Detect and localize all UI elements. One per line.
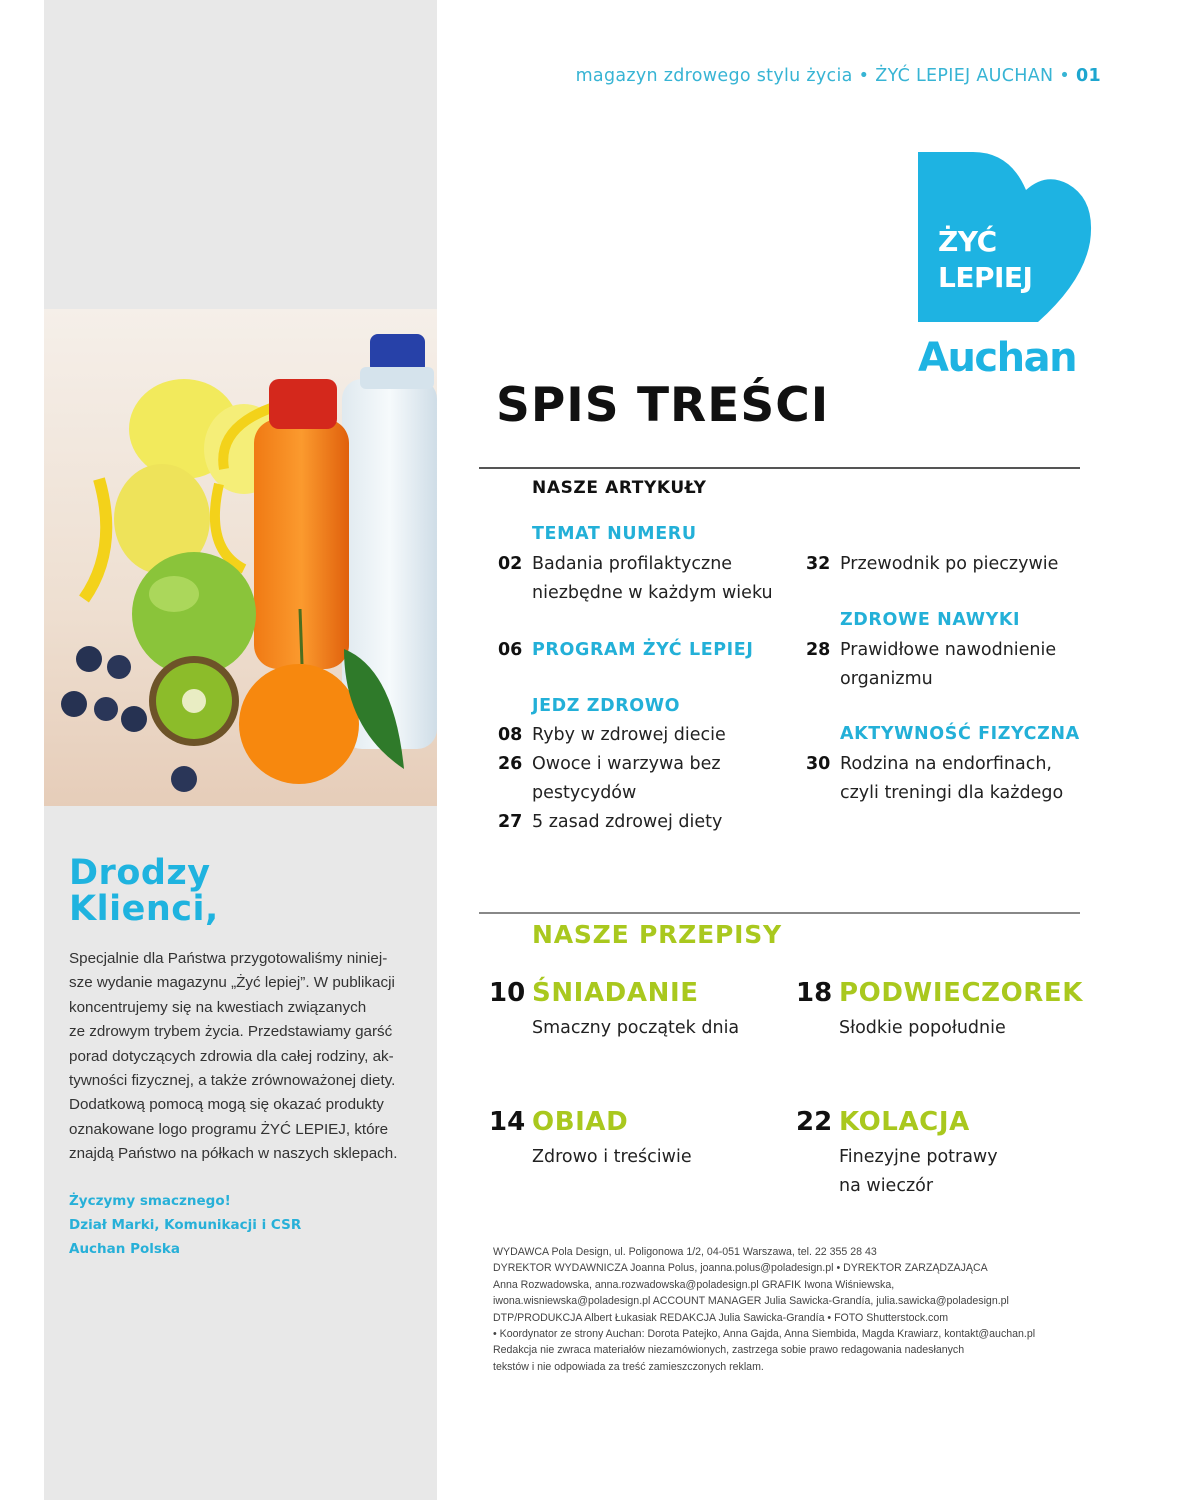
letter-body: Specjalnie dla Państwa przygotowaliśmy niniej- sze wydanie magazynu „Żyć lepiej”. W publikacji koncentrujemy się na kwestiach związanych ze zdrowym trybem życia. Przedstawiamy garść porad dotyczących zdrowia dla całej rodziny, ak- tywności fizycznej, a także zrównoważonej diety. Dodatkową pomocą mogą się okazać produkty oznakowane logo programu ŻYĆ LEPIEJ, które znajdą Państwo na półkach w naszych sklepach.	[69, 950, 398, 1163]
articles-heading: NASZE ARTYKUŁY	[532, 478, 707, 498]
photo-illustration	[44, 309, 437, 806]
entry-title: Badania profilaktyczne niezbędne w każdym wieku	[532, 554, 773, 603]
category-zdrowe-nawyki: ZDROWE NAWYKI	[840, 610, 1021, 630]
recipe-name: OBIAD	[532, 1107, 629, 1137]
recipe-name: PODWIECZOREK	[839, 978, 1084, 1008]
recipe-entry[interactable]	[796, 977, 1086, 1047]
toc-entry[interactable]	[806, 750, 1063, 808]
bullet-icon: •	[858, 66, 870, 86]
entry-title: PROGRAM ŻYĆ LEPIEJ	[532, 640, 754, 660]
recipe-page-number: 18	[796, 978, 833, 1008]
divider	[479, 912, 1080, 914]
entry-page-number: 06	[498, 640, 523, 660]
recipe-description: Zdrowo i treściwie	[532, 1147, 692, 1167]
category-temat-numeru: TEMAT NUMERU	[532, 524, 697, 544]
letter-title: Drodzy Klienci,	[69, 853, 219, 929]
page-title: SPIS TREŚCI	[496, 378, 830, 433]
toc-entry[interactable]	[806, 550, 1058, 579]
recipe-page-number: 10	[489, 978, 526, 1008]
entry-title: Owoce i warzywa bez pestycydów	[532, 754, 721, 803]
recipe-name: KOLACJA	[839, 1107, 970, 1137]
entry-page-number: 28	[806, 640, 831, 660]
header-brand: ŻYĆ LEPIEJ AUCHAN	[875, 66, 1054, 86]
toc-entry[interactable]	[498, 750, 721, 808]
zyc-lepiej-auchan-logo	[918, 152, 1093, 384]
entry-page-number: 30	[806, 754, 831, 774]
toc-entry[interactable]	[806, 636, 1056, 694]
entry-page-number: 08	[498, 725, 523, 745]
entry-title: Rodzina na endorfinach, czyli treningi dla każdego	[840, 754, 1064, 803]
logo-text: ŻYĆ LEPIEJ	[938, 225, 1033, 294]
editorial-letter	[69, 855, 419, 1262]
recipe-description: Finezyjne potrawy na wieczór	[839, 1147, 998, 1196]
divider	[479, 467, 1080, 469]
healthy-lifestyle-photo	[44, 309, 437, 806]
toc-entry[interactable]	[498, 721, 726, 750]
category-aktywnosc-fizyczna: AKTYWNOŚĆ FIZYCZNA	[840, 724, 1080, 744]
recipe-description: Słodkie popołudnie	[839, 1018, 1006, 1038]
toc-entry[interactable]	[498, 636, 753, 665]
imprint: WYDAWCA Pola Design, ul. Poligonowa 1/2, 04-051 Warszawa, tel. 22 355 28 43 DYREKTOR WYDAWNICZA Joanna Polus, joanna.polus@poladesign.pl • DYREKTOR ZARZĄDZAJĄCA Anna Rozwadowska, anna.rozwadowska@poladesign.pl GRAFIK Iwona Wiśniewska, iwona.wisniewska@poladesign.pl ACCOUNT MANAGER Julia Sawicka-Grandía, julia.sawicka@poladesign.pl DTP/PRODUKCJA Albert Łukasiak REDAKCJA Julia Sawicka-Grandía • FOTO Shutterstock.com • Koordynator ze strony Auchan: Dorota Patejko, Anna Gajda, Anna Siembida, Magda Krawiarz, kontakt@auchan.pl Redakcja nie zwraca materiałów niezamówionych, zastrzega sobie prawo redagowania nadesłanych tekstów i nie odpowiada za treść zamieszczonych reklam.	[493, 1246, 1036, 1373]
recipe-entry[interactable]	[489, 977, 779, 1047]
entry-page-number: 26	[498, 754, 523, 774]
category-jedz-zdrowo: JEDZ ZDROWO	[532, 696, 681, 716]
entry-page-number: 02	[498, 554, 523, 574]
entry-title: 5 zasad zdrowej diety	[532, 812, 723, 832]
recipe-entry[interactable]	[796, 1106, 1086, 1206]
entry-page-number: 32	[806, 554, 831, 574]
toc-entry[interactable]	[498, 808, 722, 837]
running-header	[576, 66, 1101, 86]
recipe-entry[interactable]	[489, 1106, 779, 1176]
entry-page-number: 27	[498, 812, 523, 832]
recipe-name: ŚNIADANIE	[532, 978, 699, 1008]
auchan-wordmark: Auchan	[918, 335, 1077, 381]
recipe-page-number: 22	[796, 1107, 833, 1137]
recipe-description: Smaczny początek dnia	[532, 1018, 740, 1038]
bullet-icon: •	[1059, 66, 1071, 86]
entry-title: Przewodnik po pieczywie	[840, 554, 1059, 574]
entry-title: Ryby w zdrowej diecie	[532, 725, 726, 745]
toc-entry[interactable]	[498, 550, 773, 608]
letter-signature: Życzymy smacznego! Dział Marki, Komunikacji i CSR Auchan Polska	[69, 1192, 302, 1258]
page-number: 01	[1076, 66, 1101, 86]
header-tagline: magazyn zdrowego stylu życia	[575, 66, 853, 86]
recipe-page-number: 14	[489, 1107, 526, 1137]
recipes-heading: NASZE PRZEPISY	[532, 920, 782, 949]
entry-title: Prawidłowe nawodnienie organizmu	[840, 640, 1057, 689]
